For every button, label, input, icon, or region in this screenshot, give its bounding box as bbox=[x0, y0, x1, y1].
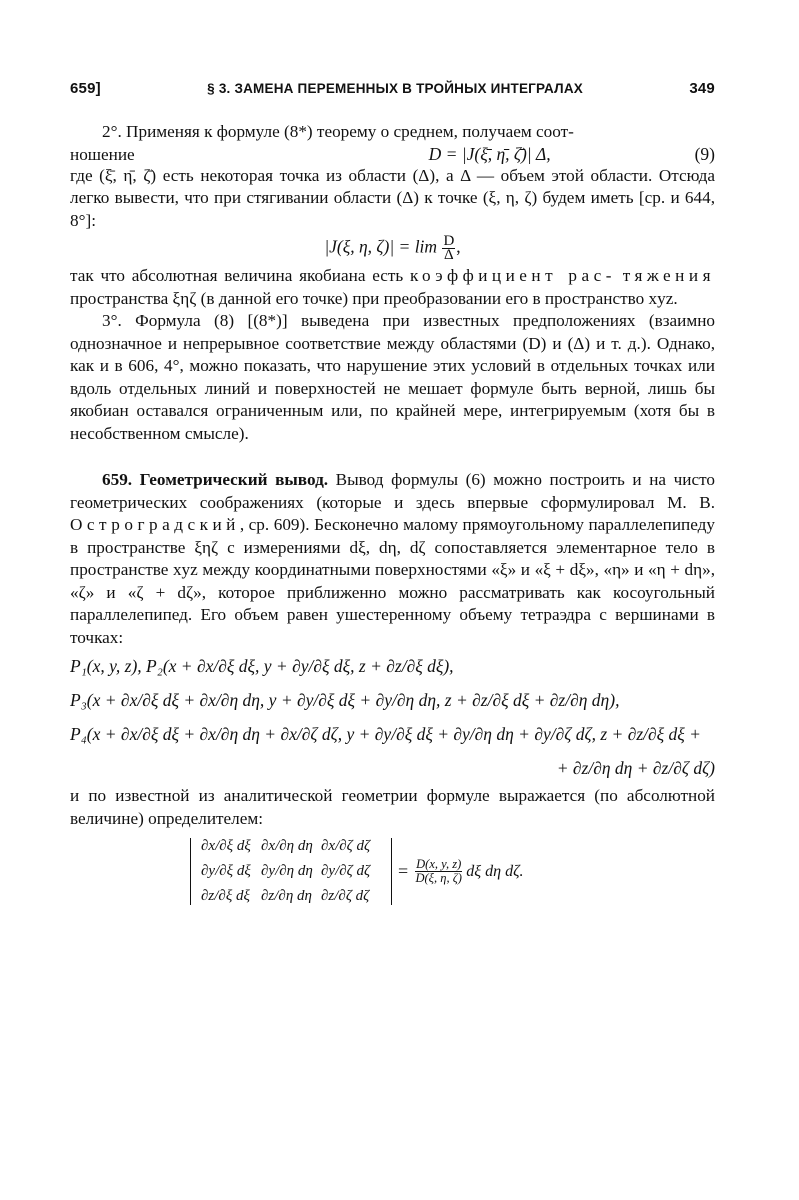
para-2-body: где (ξ̄, η̄, ζ̄) есть некоторая точка из области (Δ), а Δ — объем этой области. Отсюда легко вывести, что при стягивании области (Δ) к точке (ξ, η, ζ) будем иметь [ср. и 644, 8°]: bbox=[70, 165, 715, 230]
lim-num: D bbox=[443, 233, 455, 249]
para-2-line1: 2°. Применяя к формуле (8*) теорему о среднем, получаем соот- bbox=[102, 122, 574, 141]
det-cell: ∂x/∂ξ dξ bbox=[201, 838, 251, 854]
points-line-3: P₄(x + ∂x/∂ξ dξ + ∂x/∂η dη + ∂x/∂ζ dζ, y + ∂y/∂ξ dξ + ∂y/∂η dη + ∂y/∂ζ dζ, z + ∂z/∂ξ dξ + bbox=[70, 724, 701, 744]
eq9: D = |J(ξ̄, η̄, ζ̄)| Δ, bbox=[428, 143, 551, 164]
lim-fraction bbox=[442, 235, 455, 262]
page bbox=[70, 80, 715, 905]
section-ref: 659] bbox=[70, 80, 101, 97]
det-equals: = bbox=[398, 861, 409, 881]
jacobian-den: D(ξ, η, ζ) bbox=[415, 871, 462, 885]
page-number: 349 bbox=[689, 80, 715, 97]
jacobian-num: D(x, y, z) bbox=[416, 857, 462, 871]
tail-text-1: так что абсолютная величина якобиана есть bbox=[70, 266, 404, 285]
chapter-title: § 3. ЗАМЕНА ПЕРЕМЕННЫХ В ТРОЙНЫХ ИНТЕГРАЛАХ bbox=[207, 81, 583, 96]
jacobian-fraction bbox=[415, 858, 462, 885]
det-cell: ∂z/∂ξ dξ bbox=[201, 888, 250, 904]
det-cell: ∂z/∂ζ dζ bbox=[321, 888, 370, 904]
determinant-equation bbox=[190, 838, 715, 905]
author-name: Остроградский bbox=[70, 515, 240, 534]
eq9-row bbox=[70, 144, 715, 165]
det-cell: ∂x/∂η dη bbox=[261, 838, 313, 854]
para-2-tail bbox=[70, 265, 715, 310]
spaced-term-1: коэффициент рас- bbox=[409, 266, 616, 285]
section-659 bbox=[70, 469, 715, 649]
det-cell: ∂y/∂η dη bbox=[261, 863, 313, 879]
section-title: Геометрический вывод. bbox=[139, 470, 329, 489]
det-cell: ∂z/∂η dη bbox=[261, 888, 312, 904]
para-3: 3°. Формула (8) [(8*)] выведена при известных предположениях (взаимно однозначное и непрерывное соответствие между областями (D) и (Δ) и т. д.). Однако, как и в 606, 4°, можно показать, что нарушение этих условий в отдельных точках или вдоль отдельных линий и поверхностей не мешает формуле быть верной, лишь бы якобиан оставался ограниченным или, по крайней мере, интегрируемым (хотя бы в несобственном смысле). bbox=[70, 311, 715, 443]
para-2-line2: ношение bbox=[70, 144, 135, 164]
lim-left: |J(ξ, η, ζ)| = lim bbox=[324, 236, 438, 257]
lim-den: Δ bbox=[444, 247, 454, 263]
section-number: 659. bbox=[102, 470, 133, 489]
spaced-term-2: тяжения bbox=[622, 266, 715, 285]
points-line-2: P₃(x + ∂x/∂ξ dξ + ∂x/∂η dη, y + ∂y/∂ξ dξ + ∂y/∂η dη, z + ∂z/∂ξ dξ + ∂z/∂η dη), bbox=[70, 690, 620, 710]
tail-text-2: пространства ξηζ (в данной его точке) при преобразовании его в пространство xyz. bbox=[70, 288, 678, 308]
vertex-points bbox=[70, 649, 715, 785]
lim-equation: |J(ξ, η, ζ)| = lim $\frac{D}{\Delta}$ , bbox=[324, 233, 461, 263]
determinant-matrix bbox=[190, 838, 392, 905]
det-cell: ∂y/∂ξ dξ bbox=[201, 863, 251, 879]
jacobian-tail: dξ dη dζ. bbox=[466, 862, 524, 880]
after-points: и по известной из аналитической геометрии формуле выражается (по абсолютной величине) определителем: bbox=[70, 786, 715, 828]
det-cell: ∂x/∂ζ dζ bbox=[321, 838, 371, 854]
points-line-4: + ∂z/∂η dη + ∂z/∂ζ dζ) bbox=[556, 758, 715, 778]
points-line-1: P₁(x, y, z), P₂(x + ∂x/∂ξ dξ, y + ∂y/∂ξ dξ, z + ∂z/∂ξ dξ), bbox=[70, 656, 454, 676]
section-text-2: , ср. 609). Бесконечно малому прямоугольному параллелепипеду в пространстве ξηζ с измерениями dξ, dη, dζ сопоставляется элементарное тело в пространстве xyz между координатными поверхностями «ξ» и «ξ + dξ», «η» и «η + dη», «ζ» и «ζ + dζ», которое приближенно можно рассматривать как косоугольный параллелепипед. Его объем равен ушестеренному объему тетраэдра с вершинами в точках: bbox=[70, 515, 715, 647]
det-cell: ∂y/∂ζ dζ bbox=[321, 863, 371, 879]
eq9-number: (9) bbox=[694, 143, 715, 164]
running-header bbox=[70, 80, 715, 97]
section-text-1: Вывод формулы (6) можно построить и на чисто геометрических соображениях (которые и здесь впервые сформулировал М. В. bbox=[70, 470, 715, 512]
